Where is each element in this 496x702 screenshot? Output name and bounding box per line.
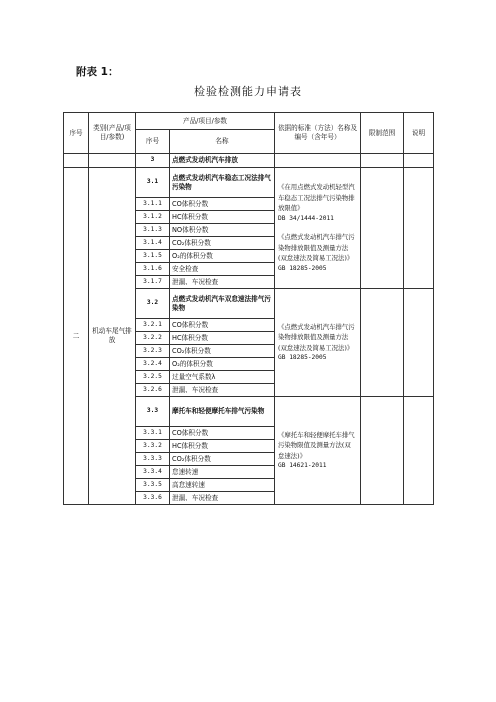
- item-name: 怠速转速: [170, 466, 275, 479]
- item-name: 安全检查: [170, 263, 275, 276]
- group-num: 3.3: [136, 397, 170, 427]
- category-name: 机动车尾气排放: [89, 168, 136, 505]
- header-item-name: 名称: [170, 130, 275, 154]
- standard-code: DB 34/1444-2011: [278, 214, 334, 222]
- appendix-label: 附表 1：: [76, 66, 119, 78]
- item-num: 3.3.1: [136, 427, 170, 440]
- item-name: O₂的体积分数: [170, 250, 275, 263]
- item-name: CO体积分数: [170, 319, 275, 332]
- note-cell: [404, 168, 434, 289]
- item-num: 3.2.4: [136, 358, 170, 371]
- limit-cell: [361, 289, 404, 397]
- item-name: HC体积分数: [170, 211, 275, 224]
- item-name: 泄漏、车况检查: [170, 276, 275, 289]
- item-name: CO体积分数: [170, 198, 275, 211]
- standard-cell: [275, 168, 361, 289]
- item-name: CO体积分数: [170, 427, 275, 440]
- item-num: 3.2.6: [136, 384, 170, 397]
- item-num: 3.1.1: [136, 198, 170, 211]
- standard-name: 《摩托车和轻便摩托车排气污染物限值及测量方法(双怠速法)》: [278, 430, 355, 460]
- item-num: 3.3.3: [136, 453, 170, 466]
- item-num: 3.1.7: [136, 276, 170, 289]
- group-name: 点燃式发动机汽车稳态工况法排气污染物: [170, 168, 275, 198]
- item-num: 3.3.2: [136, 440, 170, 453]
- limit-cell: [361, 168, 404, 289]
- item-name: CO₂体积分数: [170, 453, 275, 466]
- item-num: 3.3.5: [136, 479, 170, 492]
- standard-code: GB 14621-2011: [278, 462, 327, 470]
- note-cell: [404, 397, 434, 505]
- header-limit: 限制范围: [361, 113, 404, 154]
- group-num: 3.2: [136, 289, 170, 319]
- limit-cell: [361, 397, 404, 505]
- header-seq: 序号: [64, 113, 89, 154]
- category-cell-empty: [89, 154, 136, 168]
- item-name: 过量空气系数λ: [170, 371, 275, 384]
- header-product-group: 产品/项目/参数: [136, 113, 275, 130]
- standard-name: 《点燃式发动机汽车排气污染物排放限值及测量方法(双怠速法及简易工况法)》: [278, 233, 355, 263]
- standard-code: GB 18285-2005: [278, 354, 327, 362]
- item-name: HC体积分数: [170, 332, 275, 345]
- section-name: 点燃式发动机汽车排放: [170, 154, 275, 168]
- item-name: CO₂体积分数: [170, 237, 275, 250]
- item-num: 3.2.3: [136, 345, 170, 358]
- item-name: CO₂体积分数: [170, 345, 275, 358]
- item-num: 3.1.6: [136, 263, 170, 276]
- item-num: 3.1.5: [136, 250, 170, 263]
- header-standard: 依据的标准（方法）名称及编号（含年号）: [275, 113, 361, 154]
- standard-name: 《在用点燃式发动机轻型汽车稳态工况法排气污染物排放限值》: [278, 183, 355, 213]
- header-category: 类别(产品/项目/参数): [89, 113, 136, 154]
- standard-cell: [275, 289, 361, 397]
- item-name: 泄漏、车况检查: [170, 384, 275, 397]
- section-num: 3: [136, 154, 170, 168]
- item-name: HC体积分数: [170, 440, 275, 453]
- item-name: O₂的体积分数: [170, 358, 275, 371]
- standard-cell: [275, 397, 361, 505]
- note-cell: [404, 289, 434, 397]
- item-name: 泄漏、车况检查: [170, 492, 275, 505]
- group-num: 3.1: [136, 168, 170, 198]
- seq-cell-empty: [64, 154, 89, 168]
- item-num: 3.2.5: [136, 371, 170, 384]
- category-seq: 二: [64, 168, 89, 505]
- header-item-seq: 序号: [136, 130, 170, 154]
- item-num: 3.2.1: [136, 319, 170, 332]
- item-name: 高怠速转速: [170, 479, 275, 492]
- item-name: NO体积分数: [170, 224, 275, 237]
- item-num: 3.1.2: [136, 211, 170, 224]
- group-name: 摩托车和轻便摩托车排气污染物: [170, 397, 275, 427]
- item-num: 3.1.4: [136, 237, 170, 250]
- header-note: 说明: [404, 113, 434, 154]
- standard-code: GB 18285-2005: [278, 264, 327, 272]
- item-num: 3.2.2: [136, 332, 170, 345]
- item-num: 3.1.3: [136, 224, 170, 237]
- item-num: 3.3.4: [136, 466, 170, 479]
- capability-table: [63, 112, 434, 505]
- group-name: 点燃式发动机汽车双怠速法排气污染物: [170, 289, 275, 319]
- page-title: 检验检测能力申请表: [194, 85, 302, 98]
- item-num: 3.3.6: [136, 492, 170, 505]
- standard-name: 《点燃式发动机汽车排气污染物排放限值及测量方法(双怠速法及简易工况法)》: [278, 322, 355, 352]
